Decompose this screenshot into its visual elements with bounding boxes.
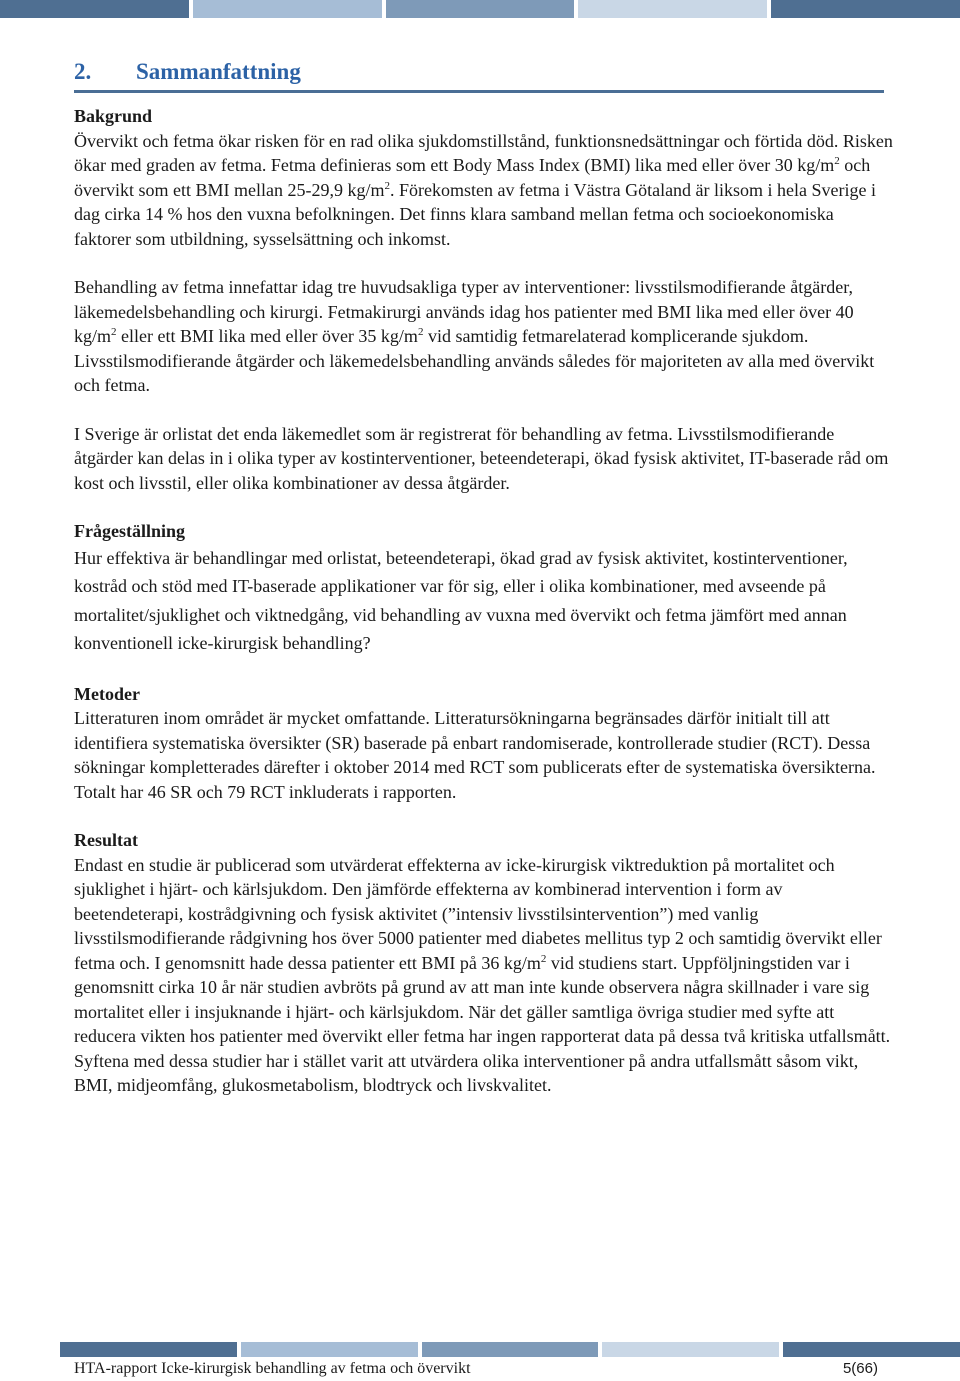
bakgrund-paragraph-1: Övervikt och fetma ökar risken för en rad olika sjukdomstillstånd, funktionsnedsättningar och förtida död. Risken ökar med graden av fetma. Fetma definieras som ett Body Mass Index (BMI) lika med eller över 30 $kg/m^2$ och övervikt som ett BMI mellan 25-29,9 $kg/m^2$. Förekomsten av fetma i Västra Götaland är liksom i hela Sverige i dag cirka 14 % hos den vuxna befolkningen. Det finns klara samband mellan fetma och socioekonomiska faktorer som utbildning, sysselsättning och inkomst. bbox=[74, 130, 893, 249]
section-title: Sammanfattning bbox=[136, 59, 301, 84]
footer-decorative-band bbox=[60, 1342, 960, 1357]
resultat-paragraph: Endast en studie är publicerad som utvärderat effekterna av icke-kirurgisk viktreduktion på mortalitet och sjuklighet i hjärt- och kärlsjukdom. Den jämförde effekterna av kombinerad intervention i form av beetendeterapi, kostrådgivning och fysisk aktivitet (”intensiv livsstilsintervention”) med vanlig livsstilsmodifierande rådgivning hos över 5000 patienter med diabetes mellitus typ 2 och samtidig övervikt eller fetma och. I genomsnitt hade dessa patienter ett BMI på 36 $kg/m^2$ vid studiens start. Uppföljningstiden var i genomsnitt cirka 10 år när studien avbröts på grund av att man inte kunde observera några skillnader i vare sig mortalitet eller i insjuknande i hjärt- och kärlsjukdom. När det gäller samtliga övriga studier med syfte att reducera vikten hos patienter med övervikt eller fetma har ingen rapporterat data på dessa två kritiska utfallsmått. Syftena med dessa studier har i stället varit att utvärdera olika interventioner på andra utfallsmått såsom vikt, BMI, midjeomfång, glukosmetabolism, blodtryck och livskvalitet. bbox=[74, 854, 891, 1095]
page-number: 5(66) bbox=[842, 1360, 878, 1377]
bakgrund-paragraph-2: Behandling av fetma innefattar idag tre huvudsakliga typer av interventioner: livsstilsmodifierande åtgärder, läkemedelsbehandling och kirurgi. Fetmakirurgi används idag hos patienter med BMI lika med eller över 40 $kg/m^2$ eller ett BMI lika med eller över 35 $kg/m^2$ vid samtidig fetmarelaterad komplicerande sjukdom. Livsstilsmodifierande åtgärder och läkemedelsbehandling används således för majoriteten av alla med övervikt och fetma. bbox=[74, 277, 875, 395]
header-decorative-band bbox=[0, 0, 960, 18]
fragestallning-paragraph: Hur effektiva är behandlingar med orlistat, beteendeterapi, ökad grad av fysisk aktivitet, kostinterventioner, kostråd och stöd med IT-baserade applikationer var för sig, eller i olika kombinationer, med avseende på mortalitet/sjuklighet och viktnedgång, vid behandling av vuxna med övervikt och fetma jämfört med annan konventionell icke-kirurgisk behandling? bbox=[74, 547, 848, 653]
metoder-paragraph: Litteraturen inom området är mycket omfattande. Litteratursökningarna begränsades därför initialt till att identifiera systematiska översikter (SR) baserade på enbart randomiserade, kontrollerade studier (RCT). Dessa sökningar kompletterades därefter i oktober 2014 med RCT som publicerats efter de systematiska översikterna. Totalt har 46 SR och 79 RCT inkluderats i rapporten. bbox=[74, 708, 876, 802]
footer-report-title: HTA-rapport Icke-kirurgisk behandling av fetma och övervikt bbox=[74, 1360, 471, 1377]
fragestallning-title: Frågeställning bbox=[74, 521, 185, 541]
metoder-title: Metoder bbox=[74, 683, 140, 704]
resultat-title: Resultat bbox=[74, 830, 138, 850]
bakgrund-paragraph-3: I Sverige är orlistat det enda läkemedlet som är registrerat för behandling av fetma. Livsstilsmodifierande åtgärder kan delas in i olika typer av kostinterventioner, beteendeterapi, ökad fysisk aktivitet, IT-baserade råd om kost och livsstil, eller olika kombinationer av dessa åtgärder. bbox=[74, 423, 889, 493]
bakgrund-title: Bakgrund bbox=[74, 106, 153, 126]
section-heading bbox=[74, 57, 884, 93]
document-body bbox=[74, 104, 894, 1098]
section-number: 2. bbox=[74, 59, 92, 84]
